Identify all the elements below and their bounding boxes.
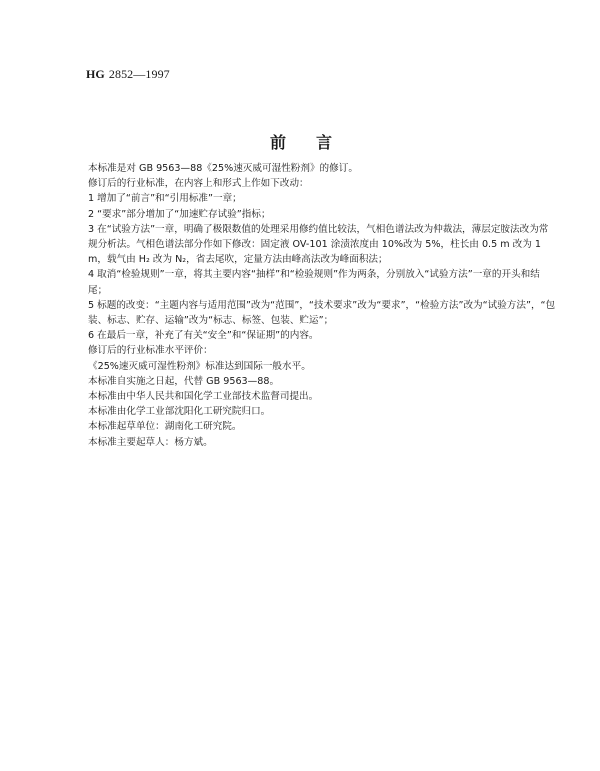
- preface-content: [88, 161, 556, 450]
- paragraph-evaluation-heading: 修订后的行业标准水平评价：: [88, 345, 213, 357]
- standard-code: [86, 67, 170, 82]
- paragraph-proposer: 本标准由中华人民共和国化学工业部技术监督司提出。: [88, 391, 319, 403]
- paragraph-change-4: 4 取消“检验规则”一章，将其主要内容“抽样”和“检验规则”作为两条，分别放入“试验方法”一章的开头和结尾；: [88, 269, 540, 296]
- paragraph-revision-summary: 修订后的行业标准，在内容上和形式上作如下改动：: [88, 178, 309, 190]
- paragraph-replacement: 本标准自实施之日起，代替 GB 9563—88。: [88, 375, 280, 387]
- standard-code-prefix: HG: [86, 67, 105, 81]
- standard-code-number: 2852—1997: [108, 67, 170, 81]
- paragraph-evaluation: 《25%速灭威可湿性粉剂》标准达到国际一般水平。: [88, 360, 311, 372]
- paragraph-change-6: 6 在最后一章，补充了有关“安全”和“保证期”的内容。: [88, 330, 319, 342]
- paragraph-change-3: 3 在“试验方法”一章，明确了极限数值的处理采用修约值比较法，气相色谱法改为仲裁法，薄层定胺法改为常规分析法。气相色谱法部分作如下修改：固定液 OV-101 涂渍浓度由 10%改为 5%，柱长由 0.5 m 改为 1 m，载气由 H₂ 改为 N₂，省去尾吹，定量方法由峰高法改为峰面积法；: [88, 223, 549, 266]
- paragraph-change-1: 1 增加了“前言”和“引用标准”一章；: [88, 193, 242, 205]
- paragraph-responsible-unit: 本标准由化学工业部沈阳化工研究院归口。: [88, 406, 271, 418]
- paragraph-drafter: 本标准主要起草人：杨方斌。: [88, 436, 213, 448]
- paragraph-change-5: 5 标题的改变：“主题内容与适用范围”改为“范围”，“技术要求”改为“要求”，“检验方法”改为“试验方法”，“包装、标志、贮存、运输”改为“标志、标签、包装、贮运”；: [88, 299, 556, 327]
- paragraph-change-2: 2 “要求”部分增加了“加速贮存试验”指标；: [88, 208, 271, 220]
- paragraph-drafting-unit: 本标准起草单位：湖南化工研究院。: [88, 421, 242, 433]
- page-title: 前言: [270, 133, 363, 152]
- paragraph-intro: 本标准是对 GB 9563—88《25%速灭威可湿性粉剂》的修订。: [88, 163, 358, 174]
